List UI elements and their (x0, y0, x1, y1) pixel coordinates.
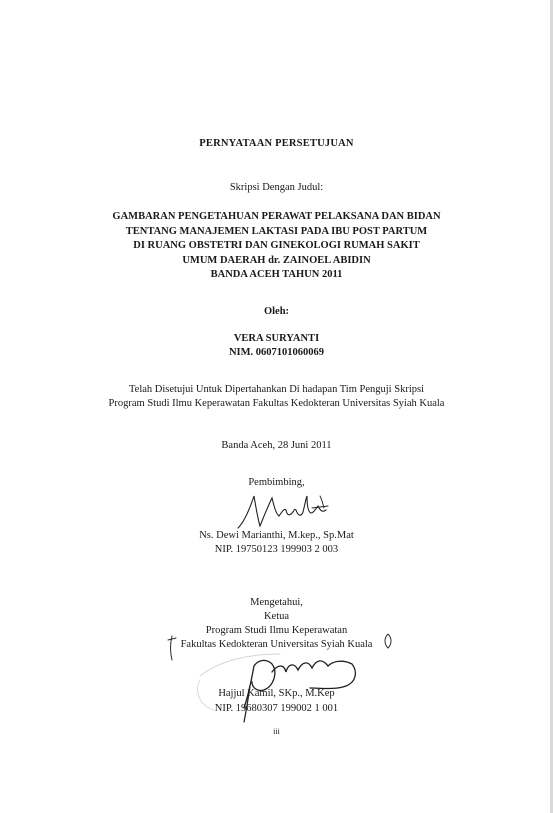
thesis-title-line-2: TENTANG MANAJEMEN LAKTASI PADA IBU POST PARTUM (125, 226, 428, 237)
supervisor-nip: NIP. 19750123 199903 2 003 (214, 544, 339, 555)
approval-statement-line-1: Telah Disetujui Untuk Dipertahankan Di hadapan Tim Penguji Skripsi (129, 384, 424, 395)
author-nim: NIM. 0607101060069 (228, 347, 325, 358)
chair-role: Ketua (263, 611, 290, 622)
author-label: Oleh: (263, 306, 290, 317)
chair-program-line-1: Program Studi Ilmu Keperawatan (205, 625, 348, 636)
place-date: Banda Aceh, 28 Juni 2011 (221, 440, 332, 451)
thesis-label: Skripsi Dengan Judul: (229, 182, 324, 193)
approval-statement-line-2: Program Studi Ilmu Keperawatan Fakultas Kedokteran Universitas Syiah Kuala (108, 398, 445, 409)
chair-nip: NIP. 19680307 199002 1 001 (214, 703, 339, 714)
page-number: iii (273, 727, 280, 736)
thesis-title-line-1: GAMBARAN PENGETAHUAN PERAWAT PELAKSANA DAN BIDAN (112, 211, 441, 222)
chair-signature-and-stamp (160, 630, 400, 730)
thesis-title-line-3: DI RUANG OBSTETRI DAN GINEKOLOGI RUMAH SAKIT (133, 240, 420, 251)
thesis-title-line-4: UMUM DAERAH dr. ZAINOEL ABIDIN (182, 255, 371, 266)
chair-name: Hajjul Kamil, SKp., M.Kep (218, 688, 335, 699)
chair-program-line-2: Fakultas Kedokteran Universitas Syiah Kuala (180, 639, 373, 650)
author-name: VERA SURYANTI (233, 333, 320, 344)
thesis-title-line-5: BANDA ACEH TAHUN 2011 (210, 269, 343, 280)
page-title: PERNYATAAN PERSETUJUAN (199, 138, 354, 149)
acknowledgement-label: Mengetahui, (250, 597, 303, 608)
supervisor-signature (224, 486, 344, 536)
supervisor-role: Pembimbing, (248, 477, 305, 488)
supervisor-name: Ns. Dewi Marianthi, M.kep., Sp.Mat (199, 530, 354, 541)
